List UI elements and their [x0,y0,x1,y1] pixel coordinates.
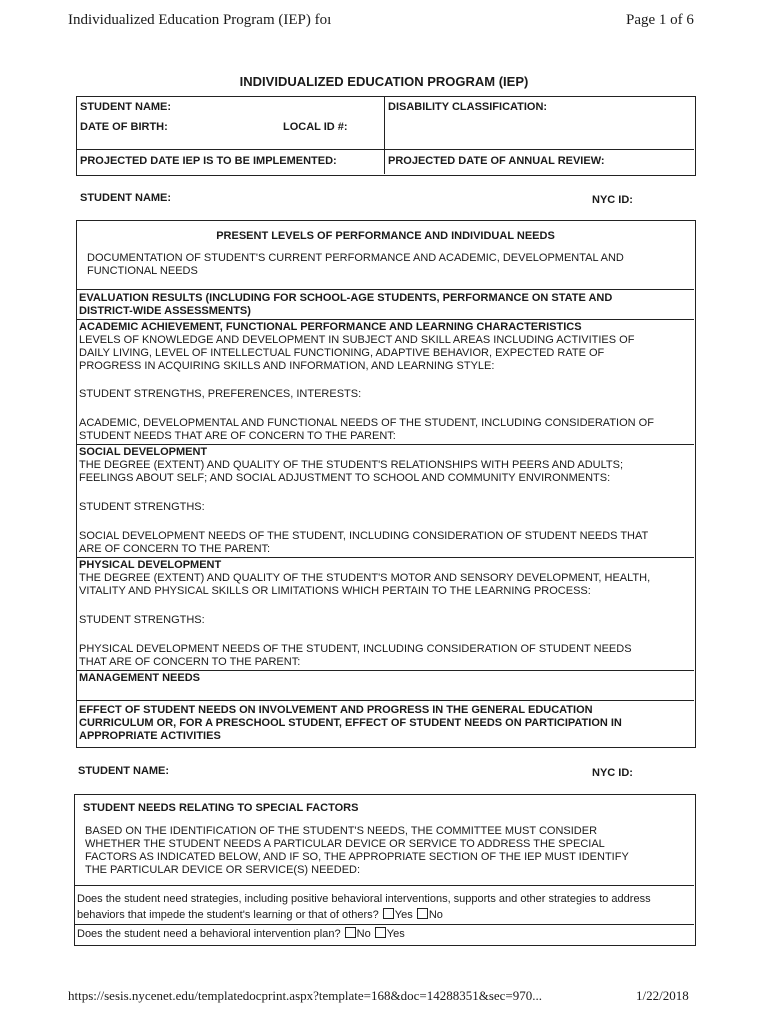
disability-classification-label: DISABILITY CLASSIFICATION: [388,101,548,113]
q1-yes-label: Yes [394,909,413,921]
special-factors-desc-line-1: BASED ON THE IDENTIFICATION OF THE STUDENT'S NEEDS, THE COMMITTEE MUST CONSIDER [85,825,598,837]
physical-needs-line-2: THAT ARE OF CONCERN TO THE PARENT: [79,656,301,668]
q1-no-label: No [428,909,443,921]
present-levels-heading: PRESENT LEVELS OF PERFORMANCE AND INDIVIDUAL NEEDS [216,230,555,242]
social-needs-line-1: SOCIAL DEVELOPMENT NEEDS OF THE STUDENT, INCLUDING CONSIDERATION OF STUDENT NEEDS THAT [79,530,649,542]
social-desc-line-1: THE DEGREE (EXTENT) AND QUALITY OF THE STUDENT'S RELATIONSHIPS WITH PEERS AND ADULTS; [79,459,624,471]
student-name-label: STUDENT NAME: [80,101,172,113]
student-name-heading-2: STUDENT NAME: [78,765,170,777]
academic-needs-line-2: STUDENT NEEDS THAT ARE OF CONCERN TO THE PARENT: [79,430,396,442]
documentation-line-1: DOCUMENTATION OF STUDENT'S CURRENT PERFORMANCE AND ACADEMIC, DEVELOPMENTAL AND [87,252,624,264]
academic-desc-line-1: LEVELS OF KNOWLEDGE AND DEVELOPMENT IN SUBJECT AND SKILL AREAS INCLUDING ACTIVITIES OF [79,334,635,346]
academic-desc-line-3: PROGRESS IN ACQUIRING SKILLS AND INFORMATION, AND LEARNING STYLE: [79,360,495,372]
bip-question-row [77,927,405,941]
behavioral-question-row [77,908,443,922]
management-needs-heading: MANAGEMENT NEEDS [79,672,201,684]
behavioral-question-line-1: Does the student need strategies, including positive behavioral interventions, supports and other strategies to address [77,893,651,905]
effect-line-3: APPROPRIATE ACTIVITIES [79,730,221,742]
evaluation-results-line-1: EVALUATION RESULTS (INCLUDING FOR SCHOOL-AGE STUDENTS, PERFORMANCE ON STATE AND [79,292,613,304]
q1-yes-checkbox[interactable] [383,908,394,919]
footer-date: 1/22/2018 [636,988,689,1003]
special-factors-desc-line-4: THE PARTICULAR DEVICE OR SERVICE(S) NEEDED: [85,864,361,876]
social-strengths-label: STUDENT STRENGTHS: [79,501,205,513]
q2-no-label: No [356,928,371,940]
academic-needs-line-1: ACADEMIC, DEVELOPMENTAL AND FUNCTIONAL NEEDS OF THE STUDENT, INCLUDING CONSIDERATION OF [79,417,654,429]
behavioral-question-line-2: behaviors that impede the student's learning or that of others? [77,909,379,921]
physical-development-heading: PHYSICAL DEVELOPMENT [79,559,222,571]
projected-implementation-label: PROJECTED DATE IEP IS TO BE IMPLEMENTED: [80,155,337,167]
nyc-id-heading: NYC ID: [592,194,633,206]
projected-review-label: PROJECTED DATE OF ANNUAL REVIEW: [388,155,605,167]
physical-needs-line-1: PHYSICAL DEVELOPMENT NEEDS OF THE STUDENT, INCLUDING CONSIDERATION OF STUDENT NEEDS [79,643,632,655]
academic-desc-line-2: DAILY LIVING, LEVEL OF INTELLECTUAL FUNCTIONING, ADAPTIVE BEHAVIOR, EXPECTED RATE OF [79,347,605,359]
q1-no-checkbox[interactable] [417,908,428,919]
footer-url: https://sesis.nycenet.edu/templatedocprint.aspx?template=168&doc=14288351&sec=970... [68,988,543,1003]
page-header-title: Individualized Education Program (IEP) foı [68,12,332,28]
local-id-label: LOCAL ID #: [283,121,348,133]
effect-line-1: EFFECT OF STUDENT NEEDS ON INVOLVEMENT AND PROGRESS IN THE GENERAL EDUCATION [79,704,593,716]
social-development-heading: SOCIAL DEVELOPMENT [79,446,208,458]
special-factors-section [74,794,696,946]
nyc-id-heading-2: NYC ID: [592,767,633,779]
q2-yes-checkbox[interactable] [375,927,386,938]
bip-question: Does the student need a behavioral intervention plan? [77,928,341,940]
top-info-table [76,96,696,176]
date-of-birth-label: DATE OF BIRTH: [80,121,168,133]
present-levels-section [76,220,696,748]
social-needs-line-2: ARE OF CONCERN TO THE PARENT: [79,543,271,555]
physical-strengths-label: STUDENT STRENGTHS: [79,614,205,626]
special-factors-desc-line-3: FACTORS AS INDICATED BELOW, AND IF SO, THE APPROPRIATE SECTION OF THE IEP MUST IDENTIFY [85,851,629,863]
academic-strengths-label: STUDENT STRENGTHS, PREFERENCES, INTERESTS: [79,388,362,400]
special-factors-desc-line-2: WHETHER THE STUDENT NEEDS A PARTICULAR DEVICE OR SERVICE TO ADDRESS THE SPECIAL [85,838,605,850]
q2-no-checkbox[interactable] [345,927,356,938]
documentation-line-2: FUNCTIONAL NEEDS [87,265,198,277]
social-desc-line-2: FEELINGS ABOUT SELF; AND SOCIAL ADJUSTMENT TO SCHOOL AND COMMUNITY ENVIRONMENTS: [79,472,611,484]
effect-line-2: CURRICULUM OR, FOR A PRESCHOOL STUDENT, EFFECT OF STUDENT NEEDS ON PARTICIPATION IN [79,717,622,729]
physical-desc-line-2: VITALITY AND PHYSICAL SKILLS OR LIMITATIONS WHICH PERTAIN TO THE LEARNING PROCESS: [79,585,591,597]
page-title: INDIVIDUALIZED EDUCATION PROGRAM (IEP) [239,74,529,89]
q2-yes-label: Yes [386,928,405,940]
physical-desc-line-1: THE DEGREE (EXTENT) AND QUALITY OF THE STUDENT'S MOTOR AND SENSORY DEVELOPMENT, HEALTH, [79,572,651,584]
evaluation-results-line-2: DISTRICT-WIDE ASSESSMENTS) [79,305,251,317]
page-number: Page 1 of 6 [626,12,694,28]
student-name-heading: STUDENT NAME: [80,192,172,204]
academic-achievement-heading: ACADEMIC ACHIEVEMENT, FUNCTIONAL PERFORMANCE AND LEARNING CHARACTERISTICS [79,321,582,333]
special-factors-heading: STUDENT NEEDS RELATING TO SPECIAL FACTORS [83,802,359,814]
